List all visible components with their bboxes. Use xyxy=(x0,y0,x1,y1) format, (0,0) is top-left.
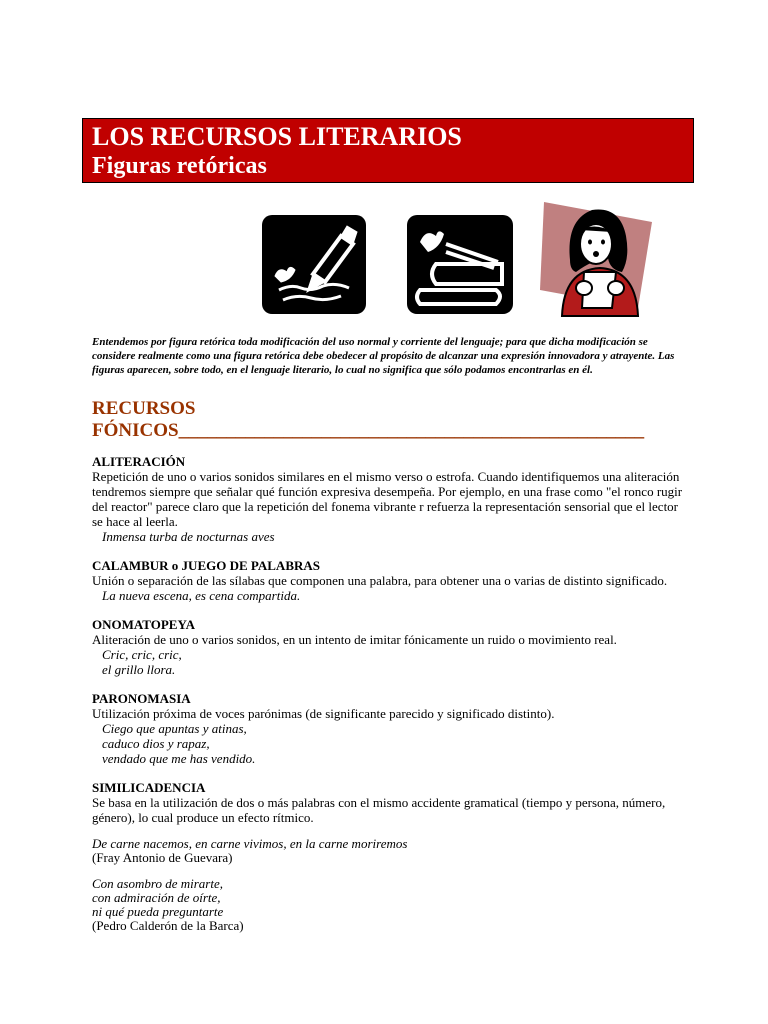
quote-author: (Fray Antonio de Guevara) xyxy=(92,850,233,865)
example-line: Cric, cric, cric, xyxy=(102,647,182,662)
entry-text: Unión o separación de las sílabas que componen una palabra, para obtener una o varias de distinto significado. xyxy=(92,573,668,588)
quote-line: ni qué pueda preguntarte xyxy=(92,904,224,919)
entry-text: Repetición de uno o varios sonidos similares en el mismo verso o estrofa. Cuando identifiquemos una aliteración tendremos siempre que señalar qué función expresiva desempeña. Por ejemplo, en una frase como "el ronco rugir del reactor" parece claro que la repetición del fonema vibrante r refuerza la representación sensorial que el lector se hace al leerla. xyxy=(92,469,683,529)
entry-title: ALITERACIÓN xyxy=(92,454,186,469)
quote-line: Con asombro de mirarte, xyxy=(92,876,223,891)
example-line: vendado que me has vendido. xyxy=(102,751,256,766)
pen-writing-icon xyxy=(261,214,367,320)
entry-example xyxy=(92,647,692,677)
similicadencia-examples xyxy=(92,837,692,933)
quote-guevara: De carne nacemos, en carne vivimos, en la carne moriremos xyxy=(92,836,408,851)
example-line: el grillo llora. xyxy=(102,662,176,677)
title-banner xyxy=(82,118,694,183)
quote-author: (Pedro Calderón de la Barca) xyxy=(92,918,244,933)
entry-text: Aliteración de uno o varios sonidos, en un intento de imitar fónicamente un ruido o movimiento real. xyxy=(92,632,617,647)
books-icon xyxy=(406,214,514,320)
entry-title: SIMILICADENCIA xyxy=(92,780,206,795)
intro-paragraph: Entendemos por figura retórica toda modificación del uso normal y corriente del lenguaje; para que dicha modificación se considere realmente como una figura retórica debe obedecer al propósito de alcanzar una expresión innovadora y atrayente. Las figuras aparecen, sobre todo, en el lenguaje literario, lo cual no significa que sólo podamos encontrarlas en él. xyxy=(92,336,675,376)
entry-title: PARONOMASIA xyxy=(92,691,191,706)
entry-text: Utilización próxima de voces parónimas (de significante parecido y significado distinto). xyxy=(92,706,555,721)
illustrations xyxy=(0,200,768,320)
entries-list xyxy=(92,454,692,933)
entry-example xyxy=(92,529,692,544)
section-heading xyxy=(92,398,692,442)
section-heading-line1: RECURSOS xyxy=(92,398,196,419)
entry-example xyxy=(92,721,692,766)
entry-text: Se basa en la utilización de dos o más palabras con el mismo accidente gramatical (tiempo y persona, número, género), lo cual produce un efecto rítmico. xyxy=(92,795,666,825)
entry-calambur xyxy=(92,558,692,603)
reading-woman-icon xyxy=(540,200,658,323)
page-title: LOS RECURSOS LITERARIOS xyxy=(92,122,462,151)
page-subtitle: Figuras retóricas xyxy=(92,153,267,179)
entry-onomatopeya xyxy=(92,617,692,677)
example-line: caduco dios y rapaz, xyxy=(102,736,210,751)
entry-example xyxy=(92,588,692,603)
section-heading-line2: FÓNICOS_________________________________________________ xyxy=(92,420,645,441)
entry-paronomasia xyxy=(92,691,692,766)
quote-line: con admiración de oírte, xyxy=(92,890,221,905)
entry-similicadencia xyxy=(92,780,692,825)
entry-title: ONOMATOPEYA xyxy=(92,617,196,632)
example-line: La nueva escena, es cena compartida. xyxy=(102,588,301,603)
entry-title: CALAMBUR o JUEGO DE PALABRAS xyxy=(92,558,320,573)
example-line: Inmensa turba de nocturnas aves xyxy=(102,529,275,544)
entry-aliteracion xyxy=(92,454,692,544)
example-line: Ciego que apuntas y atinas, xyxy=(102,721,247,736)
